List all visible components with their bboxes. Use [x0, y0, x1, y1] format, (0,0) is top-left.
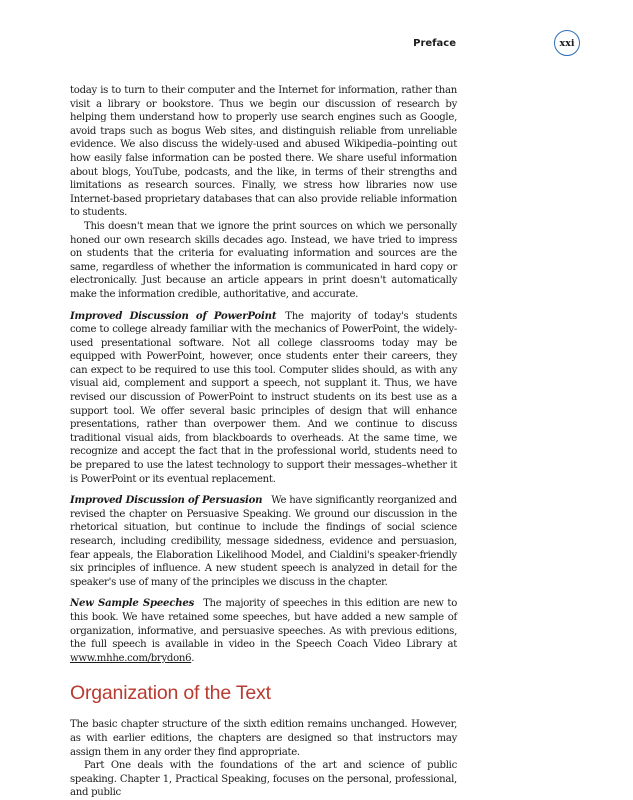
running-header	[0, 0, 633, 70]
page-number: xxi	[559, 37, 575, 49]
video-library-link[interactable]: www.mhhe.com/brydon6	[70, 652, 192, 664]
subsection-powerpoint-text: The majority of today's students come to college already familiar with the mechanics of PowerPoint, the widely-used presentational software. Not all college classrooms today may be equipped with PowerPoint, however, once students enter their careers, they can expect to be required to use this tool. Computer slides should, as with any visual aid, complement and support a speech, not supplant it. Thus, we have revised our discussion of PowerPoint to instruct students on its best use as a support tool. We offer several basic principles of design that will enhance presentations, rather than overpower them. And we continue to discuss traditional visual aids, from blackboards to overheads. At the same time, we recognize and accept the fact that in the professional world, students need to be prepared to use the latest technology to support their messages–whether it is PowerPoint or its eventual replacement.	[70, 310, 458, 485]
subsection-sample-speeches-end: .	[191, 652, 195, 664]
subsection-persuasion	[70, 494, 457, 589]
paragraph-part-one: Part One deals with the foundations of the art and science of public speaking. Chapter 1, Practical Speaking, focuses on the personal, professional, and public	[70, 760, 457, 799]
subsection-persuasion-title: Improved Discussion of Persuasion	[70, 495, 263, 507]
page-number-badge	[554, 30, 580, 56]
section-heading: Organization of the Text	[70, 682, 271, 705]
paragraph-research: today is to turn to their computer and the Internet for information, rather than visit a library or bookstore. Thus we begin our discussion of research by helping them understand how to properly use search engines such as Google, avoid traps such as bogus Web sites, and distinguish reliable from unreliable evidence. We also discuss the widely-used and abused Wikipedia–pointing out how easily false information can be posted there. We share useful information about blogs, YouTube, podcasts, and the like, in terms of their strengths and limitations as research sources. Finally, we stress how libraries now use Internet-based proprietary databases that can also provide reliable information to students.	[70, 85, 457, 219]
subsection-persuasion-text: We have significantly reorganized and revised the chapter on Persuasive Speaking. We ground our discussion in the rhetorical situation, but continue to include the findings of social science research, including credibility, message sidedness, evidence and persuasion, fear appeals, the Elaboration Likelihood Model, and Cialdini's speaker-friendly six principles of influence. A new student speech is analyzed in detail for the speaker's use of many of the principles we discuss in the chapter.	[70, 495, 457, 588]
subsection-powerpoint	[70, 310, 457, 487]
paragraph-print-sources: This doesn't mean that we ignore the print sources on which we personally honed our own research skills decades ago. Instead, we have tried to impress on students that the criteria for evaluating information and sources are the same, regardless of whether the information is communicated in hard copy or electronically. Just because an article appears in print doesn't automatically make the information credible, authoritative, and accurate.	[70, 220, 457, 300]
subsection-sample-speeches-title: New Sample Speeches	[70, 598, 195, 610]
subsection-sample-speeches	[70, 597, 457, 665]
subsection-sample-speeches-text: The majority of speeches in this edition are new to this book. We have retained some speeches, but have added a new sample of organization, informative, and persuasive speeches. As with previous editions, the full speech is available in video in the Speech Coach Video Library at	[70, 598, 458, 651]
running-head-section: Preface	[413, 38, 456, 49]
body-text	[70, 84, 457, 800]
subsection-powerpoint-title: Improved Discussion of PowerPoint	[70, 310, 277, 322]
paragraph-chapter-structure: The basic chapter structure of the sixth edition remains unchanged. However, as with earlier editions, the chapters are designed so that instructors may assign them in any order they find appropriate.	[70, 719, 457, 758]
